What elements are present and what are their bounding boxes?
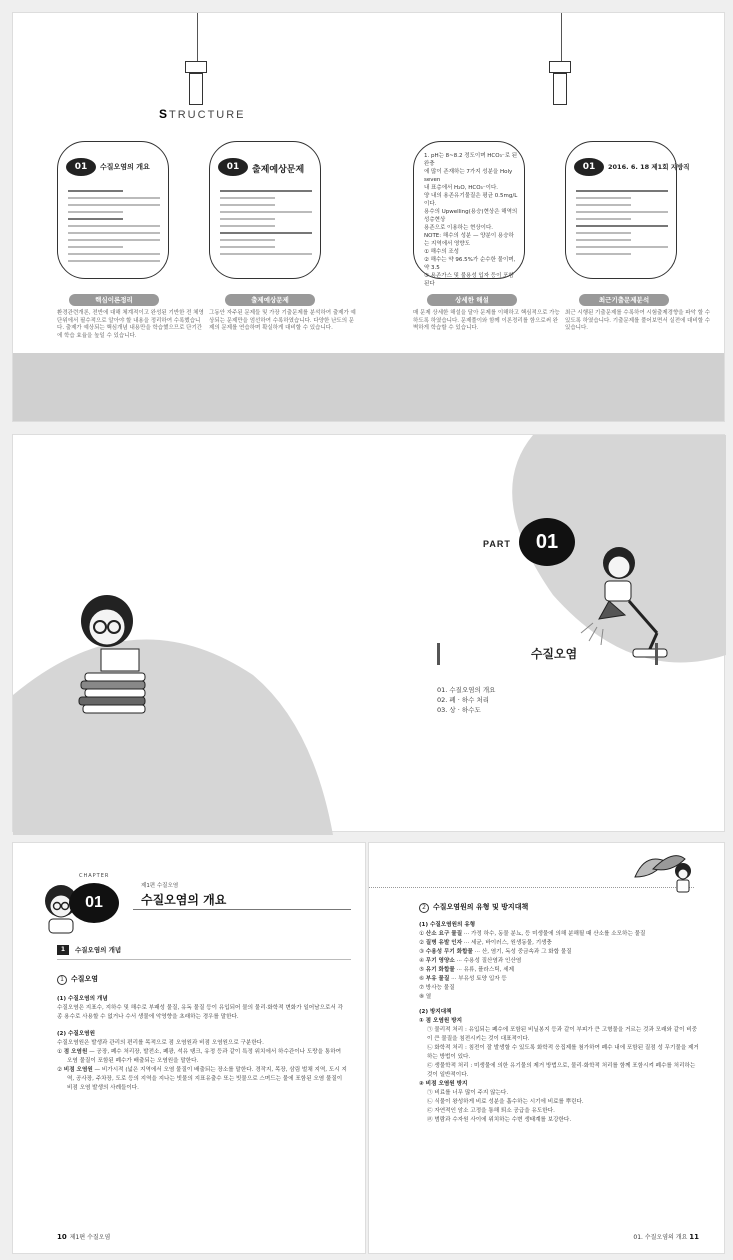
caption-theory: 핵심이론정리 [69, 294, 159, 306]
section-rule [57, 959, 351, 960]
list-item: ⑤ 유기 화합물 ··· 유류, 플라스틱, 세제 [419, 967, 514, 973]
type-list [419, 930, 702, 1002]
card-text-lines [576, 190, 668, 260]
footer: 01. 수질오염의 개요 11 [633, 1233, 699, 1241]
list-item: ① 점 오염원 — 공장, 폐수 처리장, 발전소, 폐광, 석유 탱크, 유정 등과 같이 특정 위치에서 하수관이나 도랑을 통하여 오염 물질이 포함된 폐수가 배출되는 오염원을 말한다. [57, 1049, 342, 1064]
nonpoint-source-list [419, 1089, 702, 1125]
card-snippet: 1. pH는 8~8.2 정도이며 HCO₃⁻로 된 완충 에 많이 존재하는 7가지 성분을 Holy seven 내 표층에서 H₂O, HCO₃⁻이다. 양 내의 용존유기물질은 평균 0.5mg/L이다. 용수의 Upwelling(용승)현상은 해역의 성층현상 용존으로 이용하는 현상이다. NOTE: 해수의 성분 — 양분이 용승하는 지역에서 영향도 ① 해수의 조성 ② 해수는 약 96.5%가 순수한 물이며, 약 3.5 ③ 용존가스 및 불용성 입자 등이 포함된다 [424, 153, 518, 287]
preview-card-recent-exam [565, 141, 690, 279]
chapter-number-bubble: 01 [69, 883, 119, 923]
caption-desc-theory: 환경관련개론, 전반에 대해 체계적이고 완성된 기반한 전 체영 단위에서 필수적으로 알아야 할 내용을 정리하여 수록했습니다. 출제가 예상되는 핵심개념 내용만을 학습했으므로 단기간에 학습 효율을 높일 수 있습니다. [57, 310, 204, 339]
heading-title: 수질오염 [71, 975, 99, 983]
list-item: ③ 수용성 무기 화합물 ··· 산, 염기, 독성 중금속과 그 화합 물질 [419, 949, 572, 955]
list-item: ① 산소 요구 물질 ··· 가정 하수, 동물 분뇨, 등 미생물에 의해 분해될 때 산소를 소모하는 물질 [419, 931, 646, 937]
heading-number: 1 [57, 975, 67, 985]
chapter-subtitle: 제1편 수질오염 [141, 883, 179, 889]
page-10 [12, 842, 366, 1254]
card-text-lines [220, 190, 312, 260]
page10-body [57, 975, 347, 1093]
paragraph: 수질오염원은 발생과 관리의 편리를 목적으로 점 오염원과 비점 오염원으로 구분한다. [57, 1040, 264, 1046]
card-text-lines [68, 190, 160, 267]
list-item: ㉠ 비료를 너무 많이 주지 않는다. [427, 1090, 509, 1096]
chapter-rule [133, 909, 351, 910]
list-item: ㉡ 식물이 왕성하게 비료 성분을 흡수하는 시기에 비료를 뿌린다. [427, 1099, 584, 1105]
list-item: ④ 무기 영양소 ··· 수용성 질산염과 인산염 [419, 958, 522, 964]
list-item: ㉢ 생물학적 처리 : 미생물에 의한 유기물의 제거 방법으로, 물리·화학적 처리를 함께 포함시켜 폐수를 처리하는 것이 일반적이다. [427, 1063, 696, 1078]
structure-title: STRUCTURE [159, 107, 246, 121]
brick-block-left-2 [189, 73, 203, 105]
student-reading-illustration [71, 587, 161, 727]
brick-block-left-1 [185, 61, 207, 73]
chapter-title: 수질오염의 개요 [141, 893, 227, 907]
brick-block-right-2 [553, 73, 567, 105]
section-title: 수질오염의 개념 [75, 946, 122, 954]
part-title: 수질오염 [530, 647, 578, 661]
point-source-list [419, 1026, 702, 1080]
footer: 10 제1편 수질오염 [57, 1233, 111, 1241]
toc-item: 01. 수질오염의 개요 [437, 686, 496, 694]
preview-card-expected [209, 141, 321, 279]
gray-band [13, 353, 724, 421]
paragraph: 수질오염은 지표수, 지하수 및 해수로 부패성 물질, 유독 물질 등이 유입되어 물의 물리·화학적 변화가 일어남으로서 각종 용수로 사용할 수 없거나 수서 생물에 악영향을 초래하는 경우를 말한다. [57, 1005, 343, 1020]
card-number: 01 [218, 158, 248, 176]
card-title: 수질오염의 개요 [100, 163, 150, 171]
subheading: ① 점 오염원 방지 [419, 1018, 462, 1024]
title-bar-right [655, 643, 658, 665]
hanger-line-left [197, 13, 198, 61]
toc-item: 02. 폐 · 하수 처리 [437, 696, 490, 704]
page11-body [419, 903, 702, 1125]
caption-expected: 출제예상문제 [225, 294, 315, 306]
preview-card-theory [57, 141, 169, 279]
chapter-word: CHAPTER [79, 873, 110, 879]
heading-title: 수질오염원의 유형 및 방지대책 [433, 903, 529, 911]
card-title: 2016. 6. 18 제1회 지방직 [608, 163, 690, 171]
plant-character-illustration [625, 847, 705, 897]
lamp-character-illustration [579, 541, 679, 661]
caption-desc-expected: 그동안 자주된 문제들 및 가장 기출문제를 분석하여 출제가 예상되는 문제만을 엄선하여 수록하였습니다. 다양한 난도의 문제의 문제를 연습하며 확실하게 대비할 수 있습니다. [209, 310, 356, 331]
subheading: (2) 수질오염원 [57, 1031, 95, 1037]
part-number-bubble: 01 [519, 518, 575, 566]
subheading: (2) 방지대책 [419, 1009, 452, 1015]
list-item: ㉠ 물리적 처리 : 유입되는 폐수에 포함된 비닐봉지 등과 같이 부피가 큰 고형물을 거르는 것과 모래와 같이 비중이 큰 물질을 침전시키는 것이 대표적이다. [427, 1027, 698, 1042]
part-label: PART [483, 539, 511, 549]
subheading: (1) 수질오염의 개념 [57, 996, 108, 1002]
subheading: ② 비점 오염원 방지 [419, 1081, 468, 1087]
brick-block-right-1 [549, 61, 571, 73]
list-item: ② 비점 오염원 — 비가시적 (넓은 지역에서 오염 물질이 배출되는 장소를 말한다. 경작지, 목장, 삼림 벌채 지역, 도시 지역, 공사장, 주차장, 도로 등의 지역을 지나는 빗물의 지표유출수 또는 빗물으로 스며드는 물에 포함된 오염 물질이 비점 오염 발생의 사례들이다. [57, 1067, 347, 1091]
list-item: ㉣ 범람과 수자원 사이에 위치하는 수변 생태계를 보강한다. [427, 1117, 572, 1123]
page-11 [368, 842, 725, 1254]
preview-card-explanation [413, 141, 525, 287]
list-item: ② 질병 유발 인자 ··· 세균, 바이러스, 원생동물, 기생충 [419, 940, 552, 946]
list-item: ㉡ 화학적 처리 : 침전이 잘 발생할 수 있도록 화학적 응집제를 첨가하여 폐수 내에 포함된 질점 성 무기물을 제거하는 방법이 있다. [427, 1045, 699, 1060]
list-item: ⑧ 열 [419, 994, 432, 1000]
card-number: 01 [66, 158, 96, 176]
caption-desc-explanation: 매 문제 상세한 해설을 달아 문제를 이해하고 핵심적으로 가능하도록 하였습니다. 문제풀이와 함께 이론정리를 함으로써 완벽하게 학습할 수 있습니다. [413, 310, 560, 331]
hanger-line-right [561, 13, 562, 61]
structure-page [12, 12, 725, 422]
part-toc [437, 685, 495, 715]
list-item: ㉢ 자연적인 암소 고정을 통해 퇴소 공급을 유도한다. [427, 1108, 555, 1114]
card-title: 출제예상문제 [252, 165, 305, 175]
caption-desc-recent-exam: 최근 시행된 기출문제를 수록하여 시험출제경향을 파악 할 수 있도록 하였습니다. 기출문제를 풀어보면서 실전에 대비할 수 있습니다. [565, 310, 711, 331]
heading-number: 2 [419, 903, 429, 913]
list-item: ⑦ 방사능 물질 [419, 985, 455, 991]
section-number: 1 [57, 945, 69, 955]
subheading: (1) 수질오염원의 유형 [419, 922, 476, 928]
toc-item: 03. 상 · 하수도 [437, 706, 481, 714]
part-opener-page [12, 434, 725, 832]
card-number: 01 [574, 158, 604, 176]
list-item: ⑥ 부유 물질 ··· 부유성 토양 입자 등 [419, 976, 507, 982]
caption-explanation: 상세한 해설 [427, 294, 517, 306]
caption-recent-exam: 최근기출문제분석 [579, 294, 669, 306]
